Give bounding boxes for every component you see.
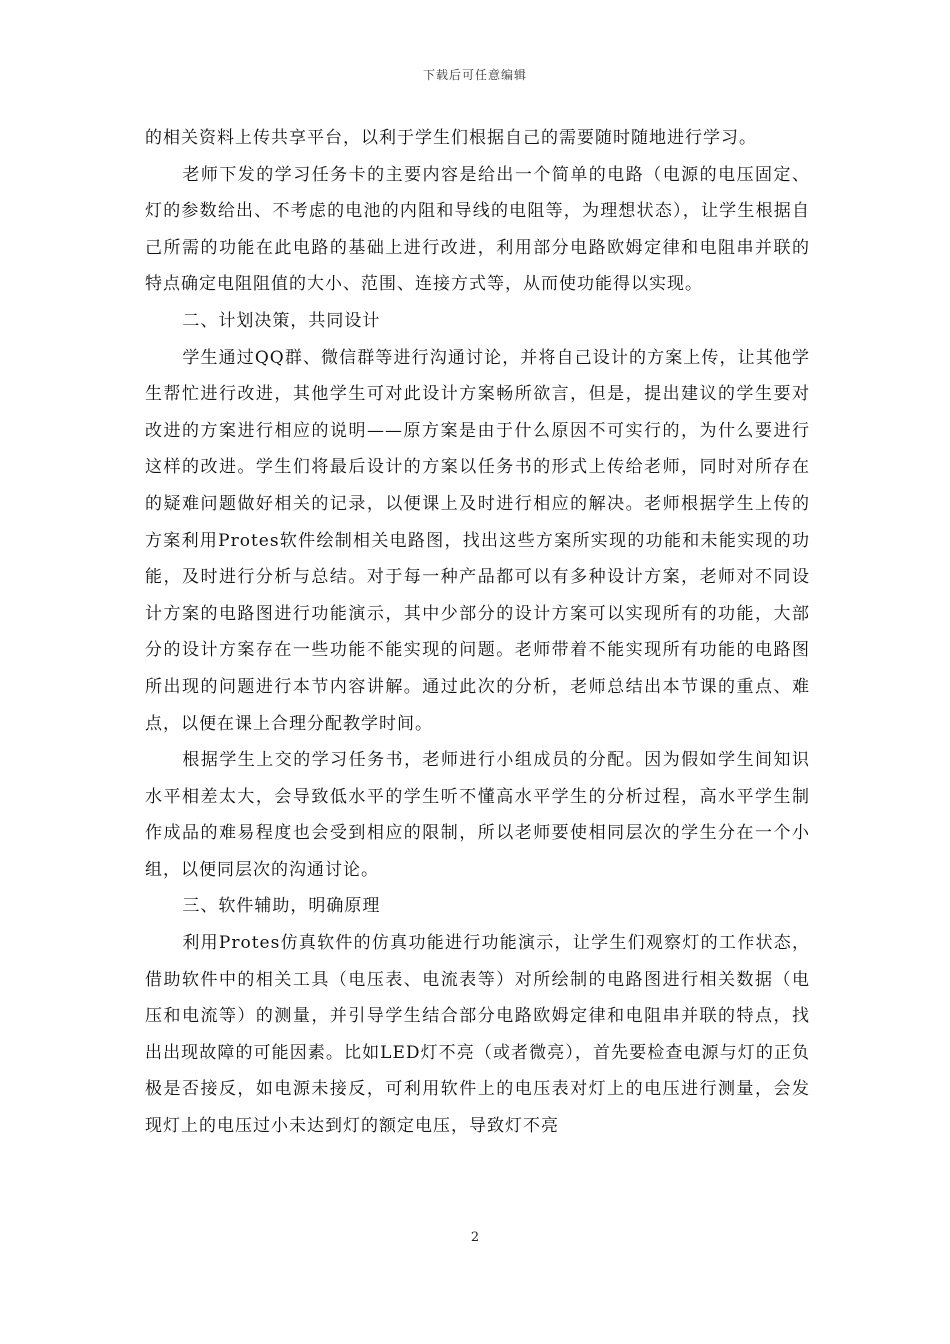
page-number: 2 xyxy=(470,1230,480,1245)
paragraph-task-card: 老师下发的学习任务卡的主要内容是给出一个简单的电路（电源的电压固定、灯的参数给出、不考虑的电池的内阻和导线的电阻等，为理想状态），让学生根据自己所需的功能在此电路的基础上进行改进，利用部分电路欧姆定律和电阻串并联的特点确定电阻阻值的大小、范围、连接方式等，从而使功能得以实现。 xyxy=(145,164,810,295)
paragraph-grouping: 根据学生上交的学习任务书，老师进行小组成员的分配。因为假如学生间知识水平相差太大，会导致低水平的学生听不懂高水平学生的分析过程，高水平学生制作成品的难易程度也会受到相应的限制，所以老师要使相同层次的学生分在一个小组，以便同层次的沟通讨论。 xyxy=(145,750,810,880)
section-heading-planning: 二、计划决策，共同设计 xyxy=(182,310,381,331)
paragraph-simulation: 利用Protes仿真软件的仿真功能进行功能演示，让学生们观察灯的工作状态，借助软件中的相关工具（电压表、电流表等）对所绘制的电路图进行相关数据（电压和电流等）的测量，并引导学生结合部分电路欧姆定律和电阻串并联的特点，找出出现故障的可能因素。比如LED灯不亮（或者微亮），首先要检查电源与灯的正负极是否接反，如电源未接反，可利用软件上的电压表对灯上的电压进行测量，会发现灯上的电压过小未达到灯的额定电压，导致灯不亮 xyxy=(145,933,810,1137)
paragraph-continuation: 的相关资料上传共享平台，以利于学生们根据自己的需要随时随地进行学习。 xyxy=(145,128,757,148)
document-body xyxy=(145,120,810,1145)
section-heading-software: 三、软件辅助，明确原理 xyxy=(182,896,381,917)
page-header: 下载后可任意编辑 xyxy=(422,68,527,82)
paragraph-discussion: 学生通过QQ群、微信群等进行沟通讨论，并将自己设计的方案上传，让其他学生帮忙进行改进，其他学生可对此设计方案畅所欲言，但是，提出建议的学生要对改进的方案进行相应的说明——原方案是由于什么原因不可实行的，为什么要进行这样的改进。学生们将最后设计的方案以任务书的形式上传给老师，同时对所存在的疑难问题做好相关的记录，以便课上及时进行相应的解决。老师根据学生上传的方案利用Protes软件绘制相关电路图，找出这些方案所实现的功能和未能实现的功能，及时进行分析与总结。对于每一种产品都可以有多种设计方案，老师对不同设计方案的电路图进行功能演示，其中少部分的设计方案可以实现所有的功能，大部分的设计方案存在一些功能不能实现的问题。老师带着不能实现所有功能的电路图所出现的问题进行本节内容讲解。通过此次的分析，老师总结出本节课的重点、难点，以便在课上合理分配教学时间。 xyxy=(145,347,810,734)
